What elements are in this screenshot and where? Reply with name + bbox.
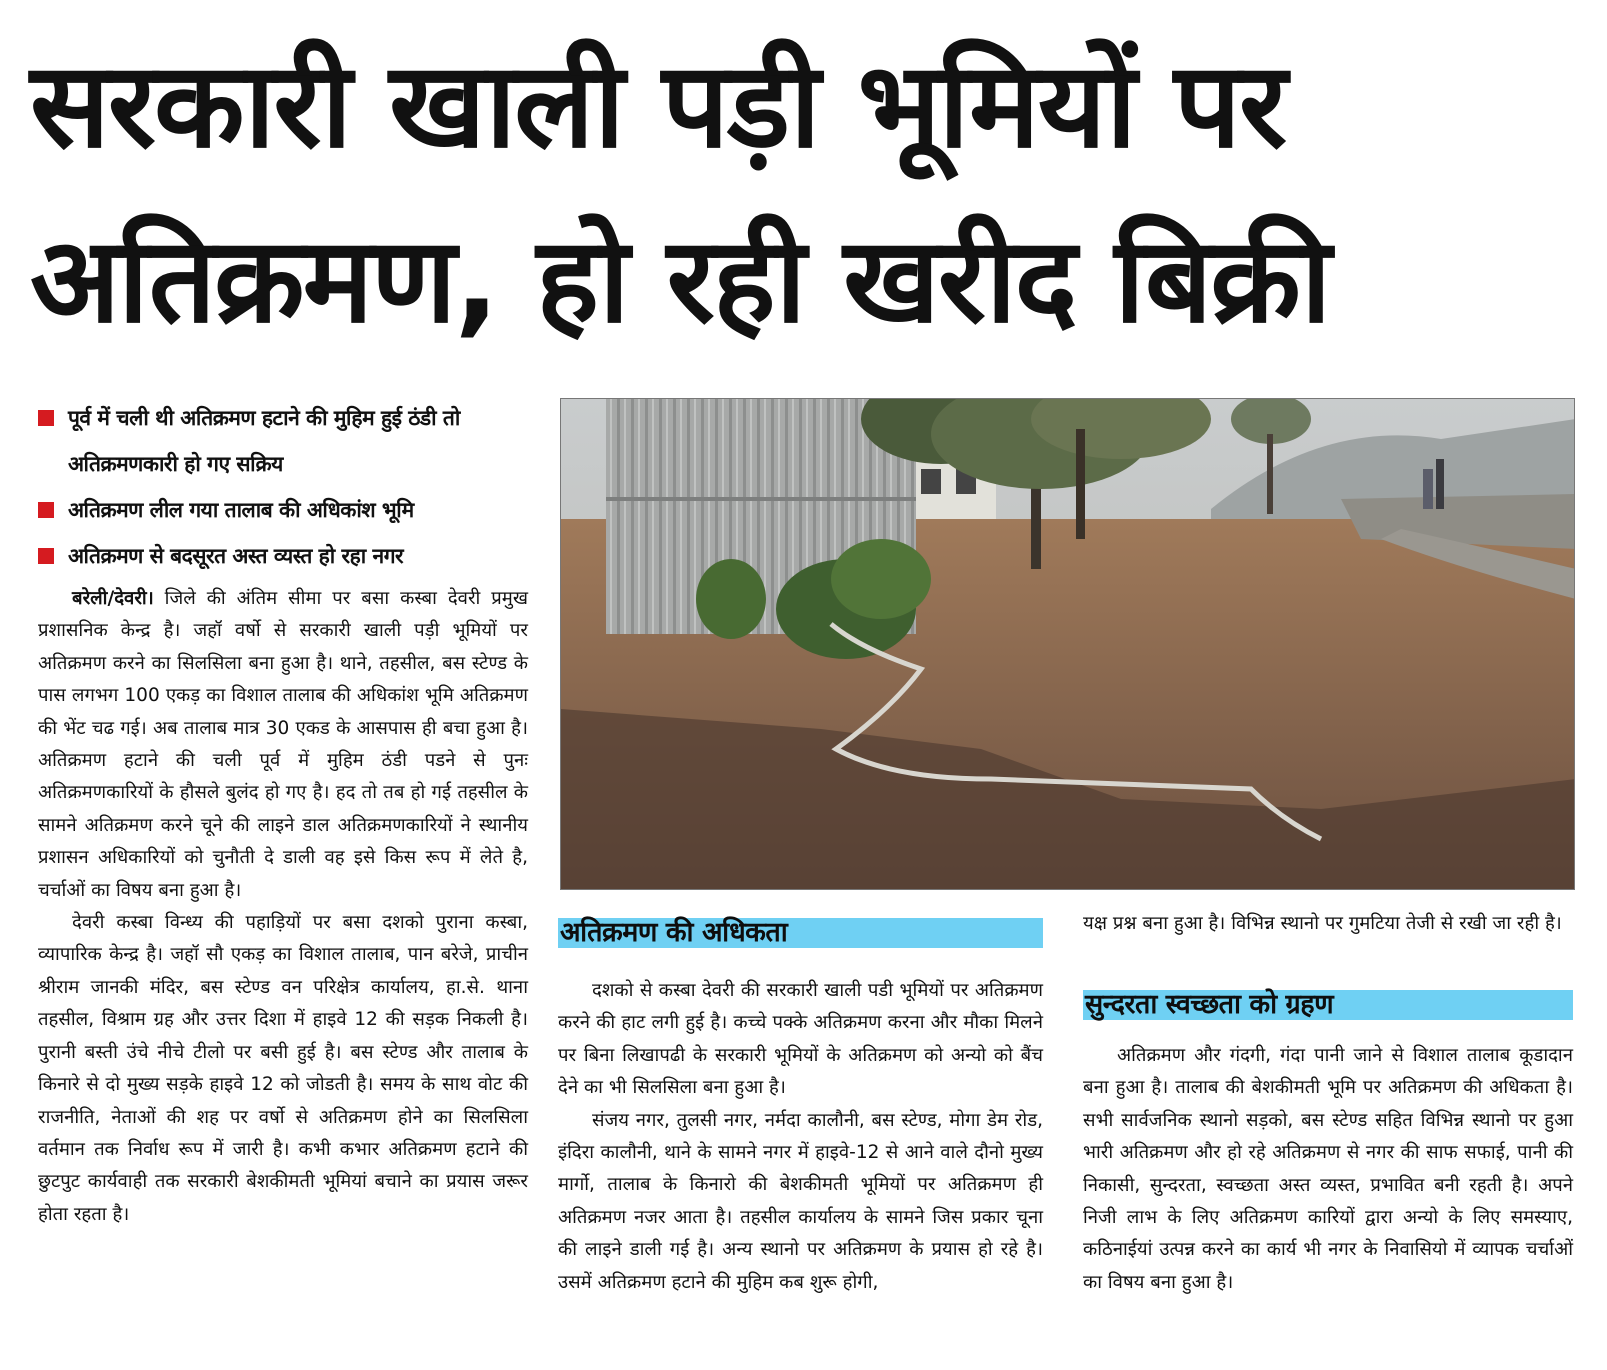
subhead-encroachment-excess: अतिक्रमण की अधिकता (558, 918, 1043, 948)
news-photo (560, 398, 1575, 890)
red-square-icon (38, 410, 54, 426)
subhead-beauty-cleanliness: सुन्दरता स्वच्छता को ग्रहण (1083, 990, 1573, 1020)
red-square-icon (38, 548, 54, 564)
article-paragraph: अतिक्रमण और गंदगी, गंदा पानी जाने से विशाल तालाब कूडादान बना हुआ है। तालाब की बेशकीमती भूमि पर अतिक्रमण की अधिकता है। सभी सार्वजनिक स्थानो सड़को, बस स्टेण्ड सहित विभिन्न स्थानो पर हुआ भारी अतिक्रमण और हो रहे अतिक्रमण से नगर की साफ सफाई, पानी की निकासी, सुन्दरता, स्वच्छता अस्त व्यस्त, प्रभावित बनी रहती है। अपने निजी लाभ के लिए अतिक्रमण कारियों द्वारा अन्यो के लिए समस्याए, कठिनाईयां उत्पन्न करने का कार्य भी नगर के निवासियो में व्यापक चर्चाओं का विषय बना हुआ है। (1083, 1045, 1573, 1293)
red-square-icon (38, 502, 54, 518)
bullet-item (38, 487, 533, 533)
article-paragraph: यक्ष प्रश्न बना हुआ है। विभिन्न स्थानो पर गुमटिया तेजी से रखी जा रही है। (1083, 913, 1562, 934)
paragraph-text: जिले की अंतिम सीमा पर बसा कस्बा देवरी प्रमुख प्रशासनिक केन्द्र है। जहॉ वर्षो से सरकारी खाली पड़ी भूमियों पर अतिक्रमण करने का सिलसिला बना हुआ है। थाने, तहसील, बस स्टेण्ड के पास लगभग 100 एकड़ का विशाल तालाब की अधिकांश भूमि अतिक्रमण की भेंट चढ गई। अब तालाब मात्र 30 एकड के आसपास ही बचा हुआ है। अतिक्रमण हटाने की चली पूर्व में मुहिम ठंडी पडने से पुनः अतिक्रमणकारियों के हौसले बुलंद हो गए है। हद तो तब हो गई तहसील के सामने अतिक्रमण करने चूने की लाइने डाल अतिक्रमणकारियों ने स्थानीय प्रशासन अधिकारियों को चुनौती दे डाली वह इसे किस रूप में लेते है, चर्चाओं का विषय बना हुआ है। (38, 588, 528, 901)
article-column-2 (558, 975, 1043, 1299)
bullet-item (38, 395, 533, 487)
bullet-text: अतिक्रमण लील गया तालाब की अधिकांश भूमि (68, 498, 414, 522)
article-paragraph: देवरी कस्बा विन्ध्य की पहाड़ियों पर बसा दशको पुराना कस्बा, व्यापारिक केन्द्र है। जहॉ सौ एकड़ का विशाल तालाब, पान बरेजे, प्राचीन श्रीराम जानकी मंदिर, बस स्टेण्ड वन परिक्षेत्र कार्यालय, हा.से. थाना तहसील, विश्राम ग्रह और उत्तर दिशा में हाइवे 12 की सड़क निकली है। पुरानी बस्ती उंचे नीचे टीलो पर बसी हुई है। बस स्टेण्ड और तालाब के किनारे से दो मुख्य सड़के हाइवे 12 को जोडती है। समय के साथ वोट की राजनीति, नेताओं की शह पर वर्षो से अतिक्रमण होने का सिलसिला वर्तमान तक निर्वाध रूप में जारी है। कभी कभार अतिक्रमण हटाने की छुटपुट कार्यवाही तक सरकारी बेशकीमती भूमियां बचाने का प्रयास जरूर होता रहता है। (38, 912, 528, 1225)
dateline: बरेली/देवरी। (72, 588, 154, 609)
article-paragraph: दशको से कस्बा देवरी की सरकारी खाली पडी भूमियों पर अतिक्रमण करने की हाट लगी हुई है। कच्चे पक्के अतिक्रमण करना और मौका मिलने पर बिना लिखापढी के सरकारी भूमियों के अतिक्रमण को अन्यो को बैंच देने का भी सिलसिला बना हुआ है। (558, 980, 1043, 1099)
article-paragraph (38, 583, 528, 907)
article-column-3-continuation (1083, 908, 1573, 940)
encroachment-photo (561, 399, 1575, 890)
headline-line-2: अतिक्रमण, हो रही खरीद बिक्री (30, 211, 1330, 349)
headline-line-1: सरकारी खाली पड़ी भूमियों पर (30, 36, 1286, 174)
bullet-item (38, 533, 533, 579)
article-paragraph: संजय नगर, तुलसी नगर, नर्मदा कालौनी, बस स्टेण्ड, मोगा डेम रोड, इंदिरा कालौनी, थाने के सामने नगर में हाइवे-12 से आने वाले दौनो मुख्य मार्गो, तालाब के किनारो की बेशकीमती भूमियों पर अतिक्रमण ही अतिक्रमण नजर आता है। तहसील कार्यालय के सामने जिस प्रकार चूना की लाइने डाली गई है। अन्य स्थानो पर अतिक्रमण के प्रयास हो रहे है। उसमें अतिक्रमण हटाने की मुहिम कब शुरू होगी, (558, 1109, 1043, 1293)
bullet-list (38, 395, 533, 579)
article-column-1 (38, 583, 528, 1231)
bullet-text: अतिक्रमण से बदसूरत अस्त व्यस्त हो रहा नगर (68, 544, 404, 568)
article-column-3 (1083, 1040, 1573, 1299)
bullet-text: पूर्व में चली थी अतिक्रमण हटाने की मुहिम हुई ठंडी तो अतिक्रमणकारी हो गए सक्रिय (68, 406, 460, 476)
